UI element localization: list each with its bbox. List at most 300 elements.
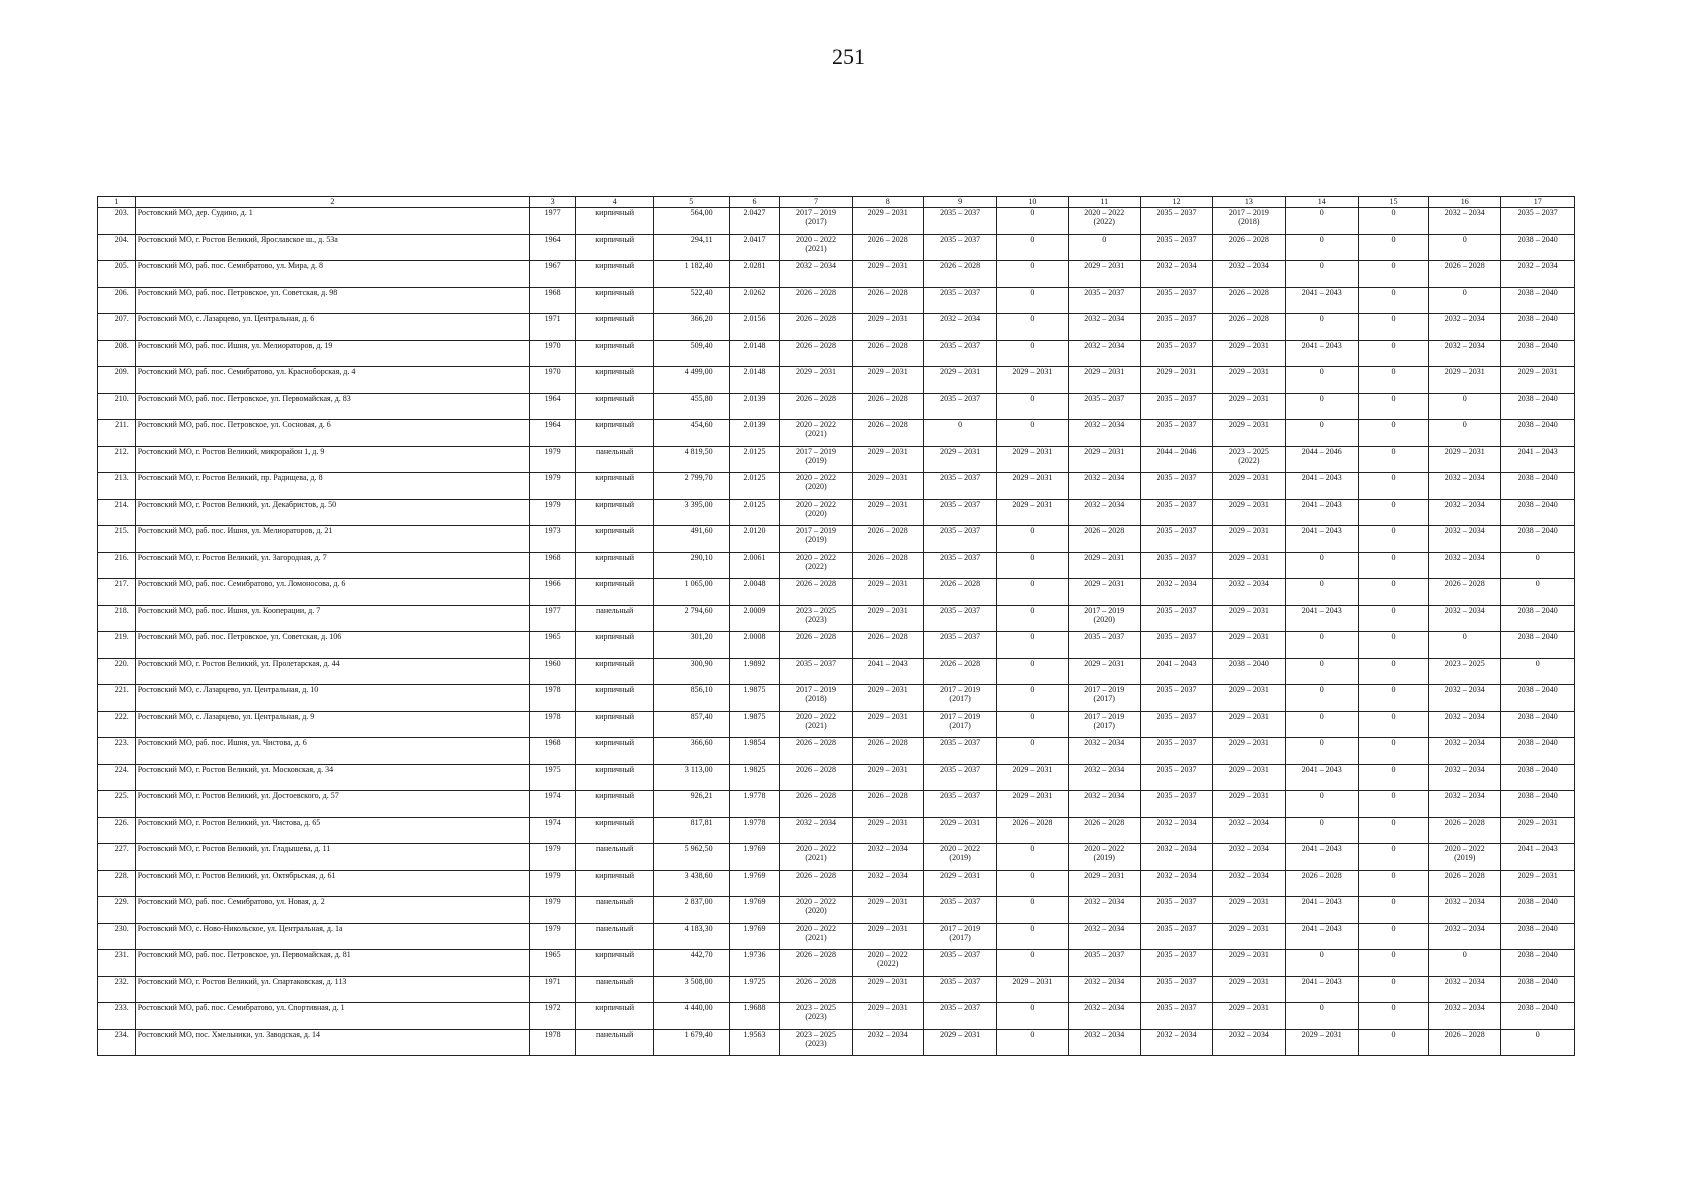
material-cell: кирпичный [576,764,654,791]
period-cell: 2029 – 2031 [852,367,923,394]
period-cell: 2041 – 2043 [1285,473,1358,500]
period-cell: 2041 – 2043 [1285,923,1358,950]
row-number: 210. [98,393,136,420]
header-cell-9: 9 [923,197,996,208]
period-cell: 2032 – 2034 [1068,791,1140,818]
period-cell: 2026 – 2028 [1285,870,1358,897]
row-number: 222. [98,711,136,738]
period-cell: 0 [1285,685,1358,712]
year-cell: 1978 [529,711,575,738]
period-cell: 2035 – 2037 [923,473,996,500]
period-cell: 0 [997,208,1068,235]
table-row [98,287,1575,314]
period-cell: 0 [997,526,1068,553]
material-cell: кирпичный [576,340,654,367]
year-cell: 1964 [529,420,575,447]
period-cell: 2026 – 2028 [780,314,852,341]
row-number: 219. [98,632,136,659]
material-cell: кирпичный [576,526,654,553]
period-cell: 0 [1358,1029,1428,1056]
table-row [98,738,1575,765]
period-cell: 2029 – 2031 [1068,552,1140,579]
table-row [98,897,1575,924]
period-cell: 0 [997,897,1068,924]
period-cell: 2044 – 2046 [1285,446,1358,473]
period-cell: 0 [1358,897,1428,924]
row-number: 227. [98,844,136,871]
period-cell: 2029 – 2031 [997,499,1068,526]
period-cell: 2035 – 2037 [1140,393,1212,420]
period-cell: 2035 – 2037 [1140,976,1212,1003]
period-cell: 2029 – 2031 [1213,1003,1285,1030]
year-cell: 1968 [529,552,575,579]
year-cell: 1971 [529,314,575,341]
address-cell: Ростовский МО, дер. Судино, д. 1 [135,208,529,235]
index-cell: 2.0139 [729,393,780,420]
row-number: 215. [98,526,136,553]
period-cell: 2026 – 2028 [923,658,996,685]
table-row [98,526,1575,553]
year-cell: 1960 [529,658,575,685]
year-cell: 1965 [529,950,575,977]
period-cell: 2029 – 2031 [1285,1029,1358,1056]
period-cell: 2035 – 2037 [1140,526,1212,553]
address-cell: Ростовский МО, пос. Хмельники, ул. Заводская, д. 14 [135,1029,529,1056]
period-cell: 2026 – 2028 [780,976,852,1003]
address-cell: Ростовский МО, с. Лазарцево, ул. Центральная, д. 9 [135,711,529,738]
period-cell: 2038 – 2040 [1501,897,1575,924]
period-cell: 2032 – 2034 [1068,473,1140,500]
period-cell: 2029 – 2031 [923,817,996,844]
period-cell: 0 [997,1029,1068,1056]
row-number: 223. [98,738,136,765]
period-cell: 2038 – 2040 [1501,764,1575,791]
address-cell: Ростовский МО, г. Ростов Великий, микрорайон 1, д. 9 [135,446,529,473]
period-cell: 2032 – 2034 [852,844,923,871]
period-cell: 2029 – 2031 [1213,711,1285,738]
period-cell: 2035 – 2037 [1501,208,1575,235]
period-cell: 2032 – 2034 [1213,579,1285,606]
period-cell: 2026 – 2028 [1429,261,1501,288]
period-cell: 2035 – 2037 [1140,287,1212,314]
period-cell: 2038 – 2040 [1501,499,1575,526]
table-row [98,579,1575,606]
table-row [98,791,1575,818]
period-cell: 2029 – 2031 [1213,950,1285,977]
period-cell: 0 [1285,208,1358,235]
period-cell: 2020 – 2022 (2021) [780,844,852,871]
period-cell: 2032 – 2034 [1429,923,1501,950]
period-cell: 2035 – 2037 [923,738,996,765]
area-cell: 1 182,40 [654,261,730,288]
index-cell: 1.9725 [729,976,780,1003]
period-cell: 2029 – 2031 [852,923,923,950]
area-cell: 454,60 [654,420,730,447]
address-cell: Ростовский МО, г. Ростов Великий, ул. Октябрьская, д. 61 [135,870,529,897]
index-cell: 1.9769 [729,844,780,871]
period-cell: 2026 – 2028 [1429,579,1501,606]
period-cell: 2032 – 2034 [1140,870,1212,897]
address-cell: Ростовский МО, г. Ростов Великий, Ярославское ш., д. 53а [135,234,529,261]
area-cell: 522,40 [654,287,730,314]
period-cell: 0 [1358,446,1428,473]
row-number: 205. [98,261,136,288]
year-cell: 1979 [529,870,575,897]
year-cell: 1964 [529,234,575,261]
period-cell: 2029 – 2031 [852,817,923,844]
index-cell: 2.0008 [729,632,780,659]
row-number: 225. [98,791,136,818]
row-number: 224. [98,764,136,791]
period-cell: 2041 – 2043 [1285,605,1358,632]
material-cell: кирпичный [576,367,654,394]
period-cell: 2026 – 2028 [852,791,923,818]
period-cell: 2038 – 2040 [1501,605,1575,632]
period-cell: 2029 – 2031 [1501,817,1575,844]
area-cell: 301,20 [654,632,730,659]
area-cell: 366,60 [654,738,730,765]
period-cell: 0 [1358,420,1428,447]
period-cell: 2032 – 2034 [1429,208,1501,235]
area-cell: 366,20 [654,314,730,341]
material-cell: кирпичный [576,738,654,765]
period-cell: 2026 – 2028 [852,632,923,659]
period-cell: 2041 – 2043 [1285,844,1358,871]
period-cell: 0 [1358,314,1428,341]
period-cell: 2029 – 2031 [1213,976,1285,1003]
address-cell: Ростовский МО, г. Ростов Великий, ул. Спартаковская, д. 113 [135,976,529,1003]
period-cell: 2035 – 2037 [923,208,996,235]
header-cell-3: 3 [529,197,575,208]
period-cell: 2029 – 2031 [1213,791,1285,818]
year-cell: 1968 [529,287,575,314]
period-cell: 2035 – 2037 [780,658,852,685]
period-cell: 2032 – 2034 [1501,261,1575,288]
period-cell: 0 [1285,658,1358,685]
area-cell: 3 395,00 [654,499,730,526]
period-cell: 2032 – 2034 [1429,552,1501,579]
material-cell: панельный [576,1029,654,1056]
address-cell: Ростовский МО, с. Ново-Никольское, ул. Центральная, д. 1а [135,923,529,950]
period-cell: 0 [997,923,1068,950]
period-cell: 0 [1358,393,1428,420]
table-header [98,197,1575,208]
year-cell: 1979 [529,923,575,950]
header-row [98,197,1575,208]
area-cell: 926,21 [654,791,730,818]
period-cell: 2020 – 2022 (2020) [780,897,852,924]
row-number: 208. [98,340,136,367]
area-cell: 1 065,00 [654,579,730,606]
period-cell: 2032 – 2034 [1068,764,1140,791]
table-row [98,870,1575,897]
period-cell: 0 [1285,579,1358,606]
header-cell-7: 7 [780,197,852,208]
period-cell: 2029 – 2031 [997,473,1068,500]
table-row [98,552,1575,579]
period-cell: 0 [1285,234,1358,261]
period-cell: 2029 – 2031 [1213,340,1285,367]
period-cell: 2020 – 2022 (2020) [780,473,852,500]
year-cell: 1968 [529,738,575,765]
table-row [98,923,1575,950]
period-cell: 0 [997,658,1068,685]
period-cell: 2029 – 2031 [1501,367,1575,394]
period-cell: 2032 – 2034 [852,1029,923,1056]
row-number: 216. [98,552,136,579]
address-cell: Ростовский МО, раб. пос. Семибратово, ул. Ломоносова, д. 6 [135,579,529,606]
period-cell: 2038 – 2040 [1501,950,1575,977]
period-cell: 0 [1285,314,1358,341]
address-cell: Ростовский МО, г. Ростов Великий, ул. Загородная, д. 7 [135,552,529,579]
index-cell: 1.9778 [729,817,780,844]
index-cell: 2.0009 [729,605,780,632]
area-cell: 4 183,30 [654,923,730,950]
table-row [98,446,1575,473]
period-cell: 2038 – 2040 [1501,791,1575,818]
period-cell: 2041 – 2043 [1285,897,1358,924]
address-cell: Ростовский МО, раб. пос. Петровское, ул. Советская, д. 98 [135,287,529,314]
period-cell: 2032 – 2034 [1213,870,1285,897]
address-cell: Ростовский МО, г. Ростов Великий, ул. Достоевского, д. 57 [135,791,529,818]
period-cell: 0 [997,579,1068,606]
period-cell: 2035 – 2037 [1140,605,1212,632]
table-wrapper [97,196,1575,1056]
period-cell: 2041 – 2043 [1501,844,1575,871]
period-cell: 2020 – 2022 (2022) [780,552,852,579]
period-cell: 2032 – 2034 [923,314,996,341]
period-cell: 0 [1358,367,1428,394]
period-cell: 2032 – 2034 [1140,844,1212,871]
header-cell-6: 6 [729,197,780,208]
period-cell: 2026 – 2028 [780,340,852,367]
period-cell: 2026 – 2028 [780,738,852,765]
period-cell: 2032 – 2034 [1429,764,1501,791]
period-cell: 2032 – 2034 [1068,499,1140,526]
address-cell: Ростовский МО, раб. пос. Петровское, ул. Сосновая, д. 6 [135,420,529,447]
row-number: 220. [98,658,136,685]
period-cell: 2017 – 2019 (2020) [1068,605,1140,632]
period-cell: 0 [997,552,1068,579]
year-cell: 1966 [529,579,575,606]
row-number: 232. [98,976,136,1003]
period-cell: 0 [1358,340,1428,367]
period-cell: 0 [997,844,1068,871]
period-cell: 2035 – 2037 [1140,897,1212,924]
period-cell: 2029 – 2031 [1068,658,1140,685]
year-cell: 1964 [529,393,575,420]
period-cell: 0 [1358,234,1428,261]
address-cell: Ростовский МО, раб. пос. Семибратово, ул. Новая, д. 2 [135,897,529,924]
period-cell: 0 [1285,950,1358,977]
period-cell: 0 [1285,367,1358,394]
period-cell: 0 [997,234,1068,261]
period-cell: 2038 – 2040 [1501,287,1575,314]
period-cell: 2029 – 2031 [1213,552,1285,579]
period-cell: 2035 – 2037 [1140,764,1212,791]
period-cell: 0 [1358,473,1428,500]
index-cell: 1.9778 [729,791,780,818]
area-cell: 455,80 [654,393,730,420]
period-cell: 0 [1358,632,1428,659]
header-cell-8: 8 [852,197,923,208]
period-cell: 2038 – 2040 [1501,1003,1575,1030]
period-cell: 2035 – 2037 [1140,314,1212,341]
period-cell: 0 [1285,552,1358,579]
period-cell: 2032 – 2034 [1429,499,1501,526]
address-cell: Ростовский МО, раб. пос. Семибратово, ул. Мира, д. 8 [135,261,529,288]
header-cell-12: 12 [1140,197,1212,208]
index-cell: 1.9825 [729,764,780,791]
period-cell: 2026 – 2028 [852,340,923,367]
period-cell: 0 [1285,817,1358,844]
period-cell: 2017 – 2019 (2017) [923,711,996,738]
material-cell: кирпичный [576,420,654,447]
table-row [98,605,1575,632]
period-cell: 2029 – 2031 [1068,446,1140,473]
period-cell: 2017 – 2019 (2018) [1213,208,1285,235]
period-cell: 2032 – 2034 [1068,976,1140,1003]
year-cell: 1979 [529,499,575,526]
period-cell: 2035 – 2037 [1140,685,1212,712]
address-cell: Ростовский МО, г. Ростов Великий, ул. Декабристов, д. 50 [135,499,529,526]
period-cell: 0 [1358,261,1428,288]
index-cell: 1.9875 [729,711,780,738]
period-cell: 2032 – 2034 [1068,420,1140,447]
period-cell: 2029 – 2031 [997,791,1068,818]
period-cell: 2026 – 2028 [852,738,923,765]
table-row [98,764,1575,791]
address-cell: Ростовский МО, раб. пос. Ишня, ул. Чистова, д. 6 [135,738,529,765]
period-cell: 2023 – 2025 (2023) [780,1029,852,1056]
period-cell: 0 [1358,870,1428,897]
table-row [98,1029,1575,1056]
period-cell: 2035 – 2037 [1140,632,1212,659]
period-cell: 2026 – 2028 [780,632,852,659]
period-cell: 2035 – 2037 [1140,473,1212,500]
period-cell: 2032 – 2034 [1068,1003,1140,1030]
address-cell: Ростовский МО, г. Ростов Великий, ул. Гладышева, д. 11 [135,844,529,871]
period-cell: 2026 – 2028 [852,552,923,579]
address-cell: Ростовский МО, г. Ростов Великий, ул. Пролетарская, д. 44 [135,658,529,685]
year-cell: 1971 [529,976,575,1003]
index-cell: 2.0262 [729,287,780,314]
period-cell: 2032 – 2034 [1429,711,1501,738]
period-cell: 0 [1429,393,1501,420]
period-cell: 2041 – 2043 [1501,446,1575,473]
index-cell: 1.9769 [729,897,780,924]
period-cell: 0 [1429,234,1501,261]
period-cell: 2029 – 2031 [1501,870,1575,897]
material-cell: кирпичный [576,579,654,606]
period-cell: 0 [1358,764,1428,791]
year-cell: 1975 [529,764,575,791]
area-cell: 290,10 [654,552,730,579]
period-cell: 2029 – 2031 [852,605,923,632]
period-cell: 2029 – 2031 [1213,526,1285,553]
row-number: 229. [98,897,136,924]
material-cell: кирпичный [576,208,654,235]
header-cell-5: 5 [654,197,730,208]
period-cell: 2035 – 2037 [1140,791,1212,818]
period-cell: 2023 – 2025 (2023) [780,605,852,632]
period-cell: 0 [1358,287,1428,314]
period-cell: 2026 – 2028 [780,764,852,791]
period-cell: 2032 – 2034 [1140,817,1212,844]
period-cell: 0 [997,632,1068,659]
header-cell-13: 13 [1213,197,1285,208]
row-number: 212. [98,446,136,473]
period-cell: 2038 – 2040 [1501,473,1575,500]
material-cell: кирпичный [576,261,654,288]
table-row [98,817,1575,844]
period-cell: 2017 – 2019 (2017) [780,208,852,235]
material-cell: кирпичный [576,817,654,844]
index-cell: 1.9769 [729,923,780,950]
year-cell: 1977 [529,208,575,235]
period-cell: 2032 – 2034 [1140,579,1212,606]
period-cell: 2029 – 2031 [997,764,1068,791]
period-cell: 2026 – 2028 [1429,817,1501,844]
period-cell: 2032 – 2034 [1429,314,1501,341]
page-number: 251 [832,44,865,69]
period-cell: 2032 – 2034 [1068,314,1140,341]
index-cell: 2.0048 [729,579,780,606]
period-cell: 2026 – 2028 [1213,287,1285,314]
period-cell: 0 [1501,552,1575,579]
table-row [98,844,1575,871]
period-cell: 2029 – 2031 [852,711,923,738]
address-cell: Ростовский МО, г. Ростов Великий, пр. Радищева, д. 8 [135,473,529,500]
period-cell: 2029 – 2031 [780,367,852,394]
index-cell: 1.9892 [729,658,780,685]
index-cell: 1.9688 [729,1003,780,1030]
period-cell: 2032 – 2034 [1068,340,1140,367]
table-row [98,976,1575,1003]
period-cell: 2029 – 2031 [852,976,923,1003]
index-cell: 2.0281 [729,261,780,288]
period-cell: 2038 – 2040 [1501,340,1575,367]
material-cell: панельный [576,446,654,473]
header-cell-17: 17 [1501,197,1575,208]
period-cell: 2026 – 2028 [780,393,852,420]
period-cell: 2035 – 2037 [923,287,996,314]
area-cell: 2 794,60 [654,605,730,632]
year-cell: 1972 [529,1003,575,1030]
period-cell: 0 [1358,208,1428,235]
period-cell: 2032 – 2034 [1213,844,1285,871]
period-cell: 2029 – 2031 [1213,923,1285,950]
index-cell: 2.0125 [729,473,780,500]
period-cell: 2020 – 2022 (2021) [780,923,852,950]
period-cell: 2026 – 2028 [1068,526,1140,553]
period-cell: 2035 – 2037 [1140,499,1212,526]
period-cell: 2029 – 2031 [1213,685,1285,712]
period-cell: 2026 – 2028 [923,261,996,288]
table-row [98,473,1575,500]
period-cell: 2035 – 2037 [923,950,996,977]
period-cell: 2020 – 2022 (2021) [780,420,852,447]
period-cell: 0 [997,950,1068,977]
period-cell: 2038 – 2040 [1501,234,1575,261]
period-cell: 2023 – 2025 (2023) [780,1003,852,1030]
period-cell: 2032 – 2034 [780,261,852,288]
row-number: 214. [98,499,136,526]
period-cell: 2035 – 2037 [1140,923,1212,950]
material-cell: панельный [576,923,654,950]
period-cell: 2029 – 2031 [852,446,923,473]
period-cell: 2041 – 2043 [1285,287,1358,314]
